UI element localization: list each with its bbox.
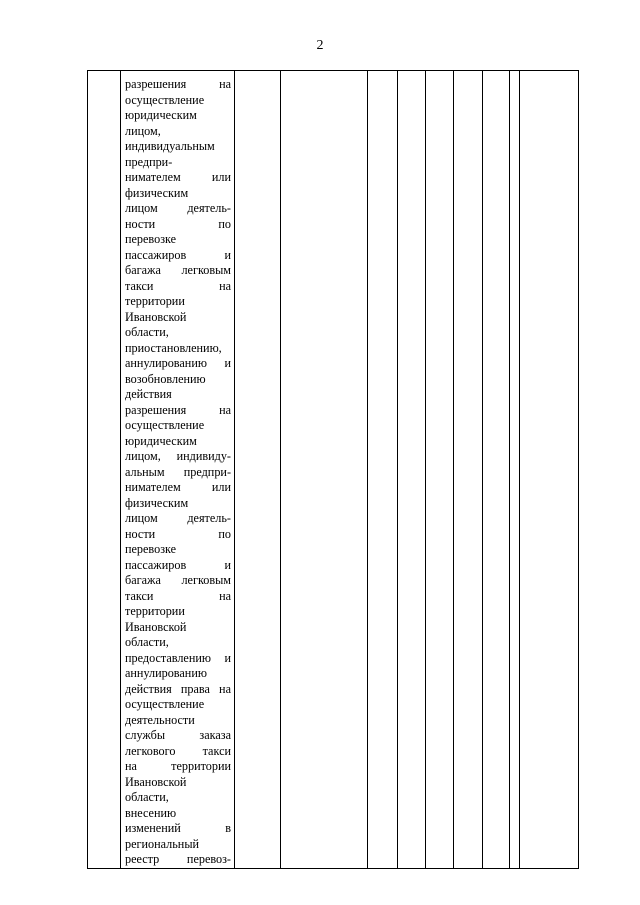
- description-line: приостановлению,: [125, 340, 222, 355]
- description-word: или: [211, 480, 231, 494]
- description-line: юридическим: [125, 108, 197, 122]
- description-word: в: [225, 821, 231, 835]
- description-line: возобновлению: [125, 371, 206, 386]
- description-line: осуществление: [125, 697, 205, 711]
- table-cell: [235, 71, 281, 869]
- description-word: или: [211, 170, 231, 184]
- description-line: внесению: [125, 805, 177, 820]
- description-word: на: [125, 759, 137, 773]
- description-line: территории: [125, 294, 185, 308]
- description-line: деятельности: [125, 712, 195, 727]
- description-word: ности: [125, 526, 156, 541]
- table-cell: [520, 71, 579, 869]
- description-line: [125, 170, 231, 186]
- description-word: нимателем: [125, 170, 181, 184]
- description-word: службы: [125, 728, 166, 742]
- description-word: деятель-: [187, 511, 231, 525]
- description-line: [125, 77, 231, 93]
- description-line: [125, 852, 231, 868]
- table-cell: [281, 71, 368, 869]
- description-word: такси: [125, 278, 154, 293]
- description-line: [125, 403, 231, 419]
- description-word: на: [219, 681, 231, 696]
- description-line: [125, 217, 231, 233]
- description-word: реестр: [125, 852, 160, 866]
- description-word: лицом: [125, 511, 158, 525]
- description-line: [125, 821, 231, 837]
- description-line: Ивановской: [125, 619, 187, 634]
- description-line: [125, 589, 231, 605]
- description-word: по: [218, 526, 231, 541]
- description-word: легковым: [181, 263, 231, 277]
- table-cell: [398, 71, 426, 869]
- description-word: на: [219, 278, 231, 293]
- description-line: Ивановской: [125, 774, 187, 789]
- description-word: изменений: [125, 821, 181, 835]
- description-word: предоставлению: [125, 650, 211, 665]
- description-word: легковым: [181, 573, 231, 587]
- description-line: [125, 465, 231, 481]
- table-cell: [426, 71, 454, 869]
- table-cell: [483, 71, 510, 869]
- description-line: действия: [125, 387, 172, 401]
- description-line: перевозке: [125, 232, 177, 246]
- description-word: аннулированию: [125, 356, 207, 370]
- description-word: пассажиров: [125, 247, 187, 262]
- description-line: Ивановской: [125, 309, 187, 324]
- description-word: и: [224, 557, 231, 572]
- description-word: альным: [125, 464, 165, 479]
- description-line: перевозке: [125, 542, 177, 556]
- description-word: перевоз-: [186, 852, 231, 866]
- description-line: индивидуальным: [125, 139, 215, 153]
- description-line: осуществление: [125, 418, 205, 432]
- description-line: физическим: [125, 185, 189, 200]
- description-word: по: [218, 216, 231, 231]
- description-word: и: [224, 247, 231, 262]
- description-line: [125, 279, 231, 295]
- description-line: [125, 759, 231, 775]
- description-word: лицом,: [125, 449, 161, 463]
- table-cell: [454, 71, 483, 869]
- description-line: территории: [125, 604, 185, 618]
- description-word: заказа: [199, 728, 231, 742]
- description-line: [125, 682, 231, 698]
- table-cell-number: [88, 71, 121, 869]
- description-line: [125, 527, 231, 543]
- description-line: юридическим: [125, 433, 197, 448]
- description-word: пассажиров: [125, 557, 187, 572]
- description-line: [125, 728, 231, 744]
- description-word: легкового: [125, 743, 176, 758]
- description-word: на: [219, 77, 231, 91]
- table-cell: [368, 71, 398, 869]
- description-word: деятель-: [187, 201, 231, 215]
- description-text: [121, 71, 234, 868]
- description-line: области,: [125, 635, 169, 649]
- description-word: разрешения: [125, 402, 187, 417]
- description-line: области,: [125, 790, 169, 804]
- description-word: и: [224, 650, 231, 665]
- description-line: осуществление: [125, 92, 205, 107]
- description-word: предпри-: [183, 464, 231, 479]
- description-word: и: [224, 356, 231, 370]
- description-word: разрешения: [125, 77, 187, 91]
- description-line: [125, 744, 231, 760]
- table-row: [88, 71, 579, 869]
- description-line: региональный: [125, 836, 200, 851]
- description-line: [125, 480, 231, 496]
- description-word: багажа: [125, 263, 161, 277]
- description-line: физическим: [125, 495, 189, 510]
- description-line: [125, 651, 231, 667]
- table-cell: [510, 71, 520, 869]
- description-line: [125, 573, 231, 589]
- table-cell-description: [121, 71, 235, 869]
- description-line: предпри-: [125, 154, 173, 169]
- description-line: [125, 263, 231, 279]
- description-line: [125, 201, 231, 217]
- description-word: действия: [125, 681, 172, 696]
- description-word: на: [219, 588, 231, 603]
- description-word: лицом: [125, 201, 158, 215]
- description-line: области,: [125, 325, 169, 339]
- description-line: [125, 248, 231, 264]
- description-word: такси: [202, 743, 231, 758]
- description-word: территории: [171, 759, 231, 773]
- description-line: [125, 558, 231, 574]
- description-word: индивиду-: [176, 449, 231, 463]
- description-word: багажа: [125, 573, 161, 587]
- page-number: 2: [316, 38, 324, 53]
- description-line: лицом,: [125, 123, 161, 138]
- document-table: [87, 70, 579, 869]
- description-line: [125, 449, 231, 465]
- description-line: [125, 356, 231, 372]
- description-word: права: [180, 681, 210, 696]
- description-word: такси: [125, 588, 154, 603]
- description-word: нимателем: [125, 480, 181, 494]
- description-line: аннулированию: [125, 666, 207, 680]
- description-word: на: [219, 402, 231, 417]
- description-word: ности: [125, 216, 156, 231]
- description-line: [125, 511, 231, 527]
